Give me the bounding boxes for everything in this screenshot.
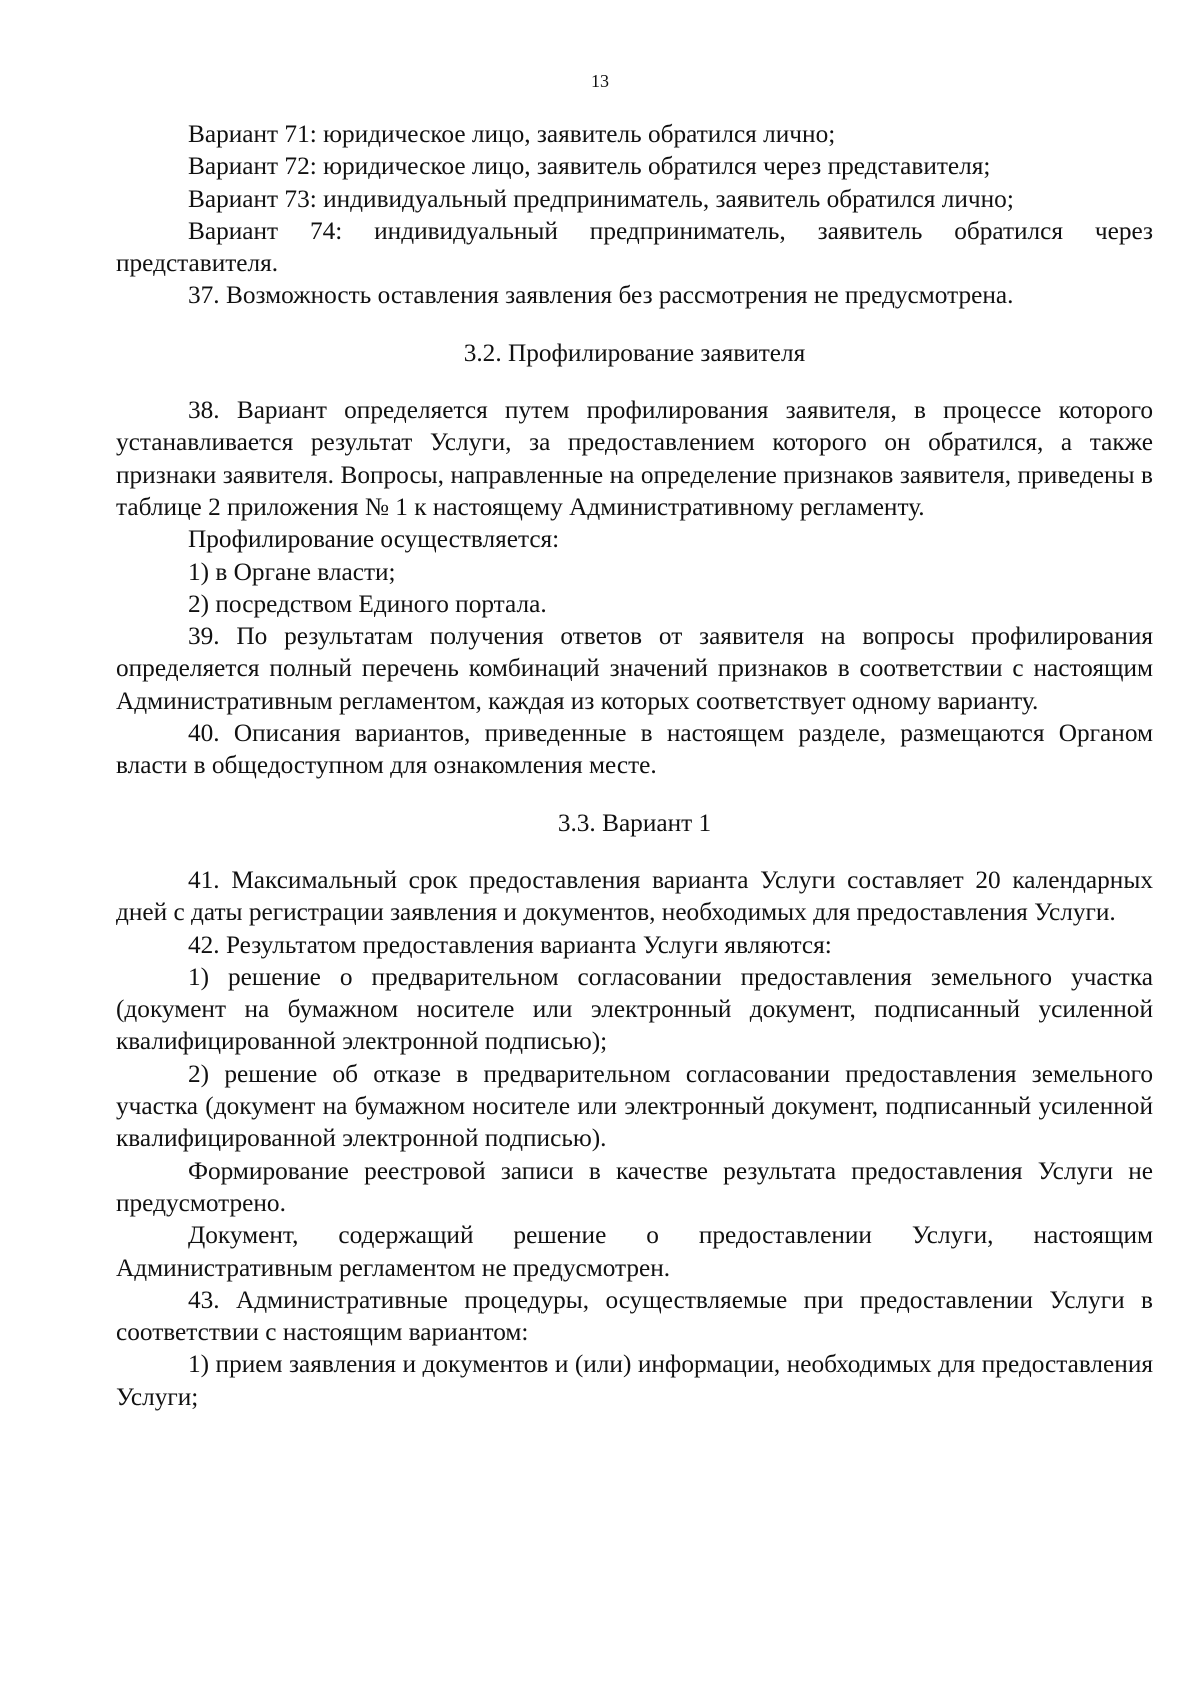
paragraph-variant-71: Вариант 71: юридическое лицо, заявитель обратился лично; (188, 120, 836, 148)
paragraph-41: 41. Максимальный срок предоставления варианта Услуги составляет 20 календарных дней с даты регистрации заявления и документов, необходимых для предоставления Услуги. (116, 865, 1153, 927)
list-item-procedure-1: 1) прием заявления и документов и (или) информации, необходимых для предоставления Услуги; (116, 1350, 1153, 1411)
paragraph-40: 40. Описания вариантов, приведенные в настоящем разделе, размещаются Органом власти в общедоступном для ознакомления месте. (116, 719, 1153, 780)
list-item-result-2: 2) решение об отказе в предварительном согласовании предоставления земельного участка (документ на бумажном носителе или электронный документ, подписанный усиленной квалифицированной электронной подписью). (116, 1059, 1153, 1153)
paragraph-variant-72: Вариант 72: юридическое лицо, заявитель обратился через представителя; (188, 152, 991, 181)
paragraph-42: 42. Результатом предоставления варианта Услуги являются: (188, 930, 832, 959)
list-item-profiling-1: 1) в Органе власти; (188, 557, 396, 586)
paragraph-profiling-intro: Профилирование осуществляется: (188, 525, 560, 554)
list-item-profiling-2: 2) посредством Единого портала. (188, 589, 547, 618)
paragraph-43: 43. Административные процедуры, осуществляемые при предоставлении Услуги в соответствии с настоящим вариантом: (116, 1285, 1153, 1347)
document-body (116, 118, 1153, 1413)
paragraph-registry-record: Формирование реестровой записи в качестве результата предоставления Услуги не предусмотрено. (116, 1156, 1153, 1217)
paragraph-variant-73: Вариант 73: индивидуальный предприниматель, заявитель обратился лично; (188, 184, 1014, 213)
list-item-result-1: 1) решение о предварительном согласовании предоставления земельного участка (документ на бумажном носителе или электронный документ, подписанный усиленной квалифицированной электронной подписью); (116, 962, 1153, 1056)
paragraph-38: 38. Вариант определяется путем профилирования заявителя, в процессе которого устанавливается результат Услуги, за предоставлением которого он обратился, а также признаки заявителя. Вопросы, направленные на определение признаков заявителя, приведены в таблице 2 приложения № 1 к настоящему Административному регламенту. (116, 396, 1153, 521)
section-heading-3-2: 3.2. Профилирование заявителя (463, 338, 806, 367)
section-heading-3-3: 3.3. Вариант 1 (557, 808, 712, 837)
paragraph-decision-document: Документ, содержащий решение о предоставлении Услуги, настоящим Административным регламентом не предусмотрен. (116, 1221, 1153, 1282)
paragraph-37: 37. Возможность оставления заявления без рассмотрения не предусмотрена. (188, 281, 1014, 310)
page-number: 13 (591, 71, 609, 91)
paragraph-variant-74: Вариант 74: индивидуальный предприниматель, заявитель обратился через представителя. (116, 216, 1153, 278)
paragraph-39: 39. По результатам получения ответов от заявителя на вопросы профилирования определяется полный перечень комбинаций значений признаков в соответствии с настоящим Административным регламентом, каждая из которых соответствует одному варианту. (116, 622, 1153, 715)
